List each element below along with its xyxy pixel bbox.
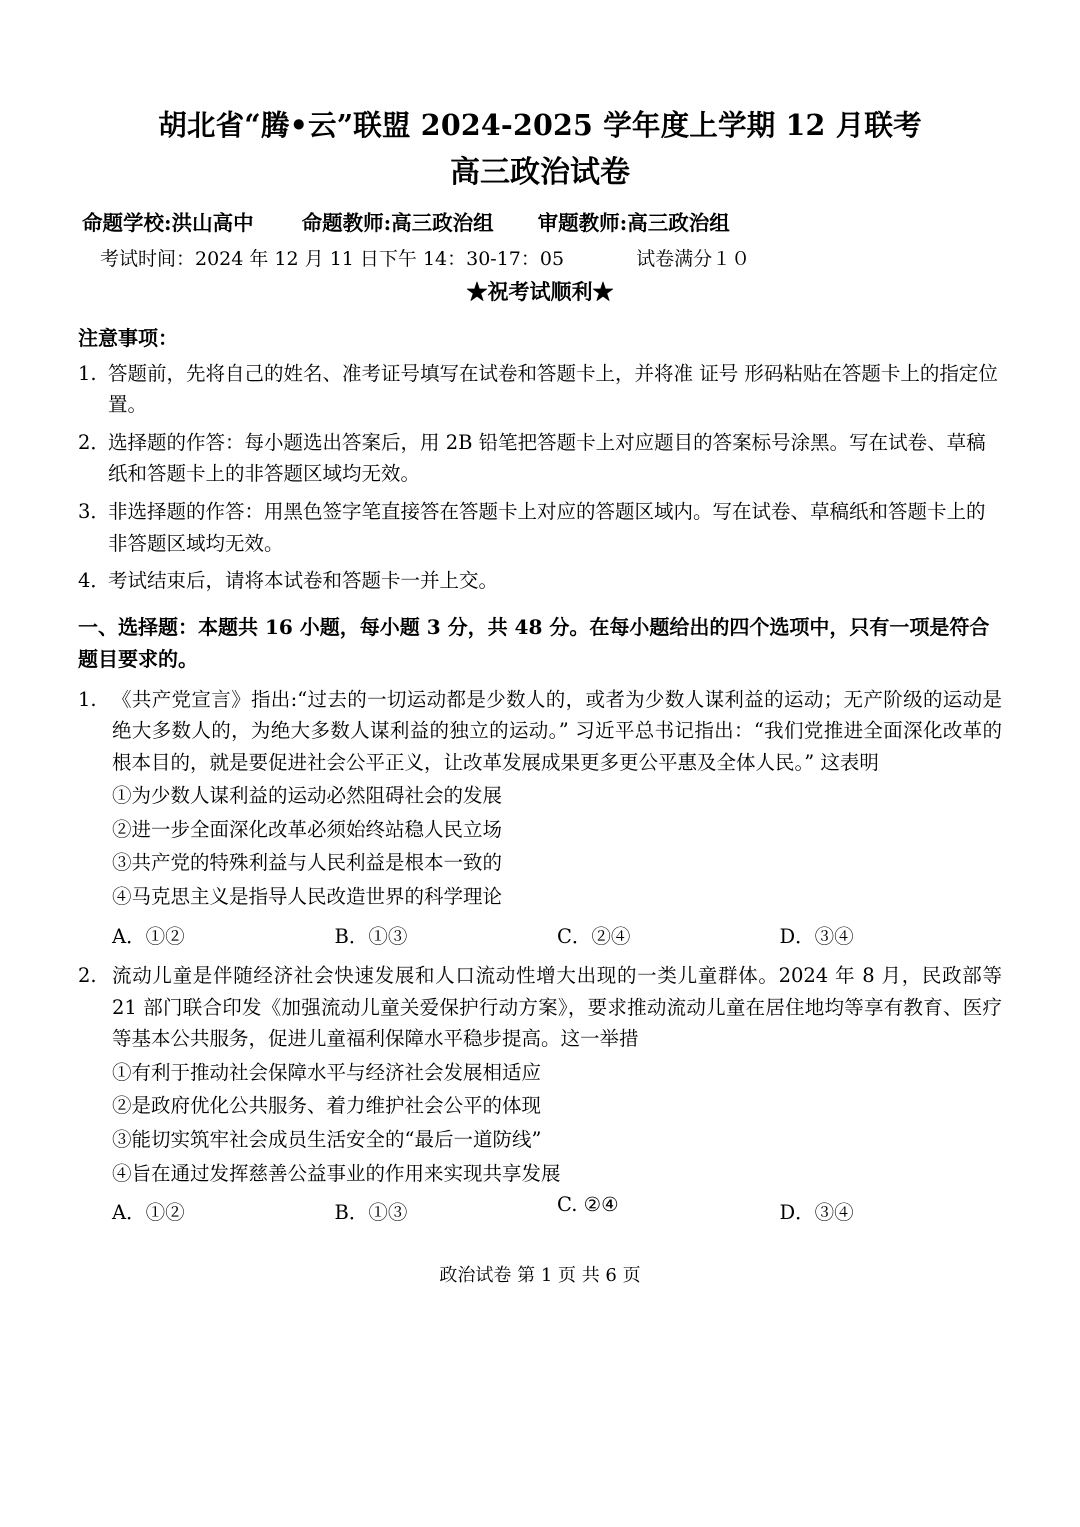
question-option: ③共产党的特殊利益与人民利益是根本一致的 xyxy=(112,851,503,875)
choice-a[interactable]: A．①② xyxy=(112,1201,185,1225)
setter-school: 命题学校:洪山高中 xyxy=(82,211,254,236)
question-number: 1. xyxy=(78,687,97,711)
choice-b[interactable]: B．①③ xyxy=(334,924,408,948)
notice-item-text: 答题前，先将自己的姓名、准考证号填写在试卷和答题卡上，并将准 证号 形码粘贴在答题卡上的指定位置。 xyxy=(108,361,998,417)
question-number: 2. xyxy=(78,964,97,988)
question-stem: 流动儿童是伴随经济社会快速发展和人口流动性增大出现的一类儿童群体。2024 年 8 月，民政部等 21 部门联合印发《加强流动儿童关爱保护行动方案》，要求推动流动儿童在居住地均等享有教育、医疗等基本公共服务，促进儿童福利保障水平稳步提高。这一举措 xyxy=(112,964,1002,1051)
question-option: ④马克思主义是指导人民改造世界的科学理论 xyxy=(112,885,503,908)
choice-c[interactable] xyxy=(557,1193,780,1229)
exam-time: 考试时间：2024 年 12 月 11 日下午 14：30-17：05 xyxy=(100,247,565,270)
question-option: ④旨在通过发挥慈善公益事业的作用来实现共享发展 xyxy=(112,1161,561,1185)
paper-credits xyxy=(78,209,1002,238)
question-body xyxy=(112,960,1002,1229)
question-option: ①为少数人谋利益的运动必然阻碍社会的发展 xyxy=(112,784,503,808)
choice-c-label: C. ②④ xyxy=(557,1193,619,1217)
notice-item-number: 4． xyxy=(78,569,110,593)
notice-item xyxy=(78,358,1002,421)
notice-item-text: 非选择题的作答：用黑色签字笔直接答在答题卡上对应的答题区域内。写在试卷、草稿纸和答题卡上的非答题区域均无效。 xyxy=(108,500,986,555)
choice-b[interactable]: B．①③ xyxy=(334,1201,408,1225)
question-stem: 《共产党宣言》指出:“过去的一切运动都是少数人的，或者为少数人谋利益的运动；无产阶级的运动是绝大多数人的，为绝大多数人谋利益的独立的运动。” 习近平总书记指出：“我们党推进全面深化改革的根本目的，就是要促进社会公平正义，让改革发展成果更多更公平惠及全体人民。” 这表明 xyxy=(112,687,1002,774)
choice-d[interactable]: D．③④ xyxy=(779,924,854,948)
notice-item-number: 1. xyxy=(78,361,97,385)
notice-item-text: 选择题的作答：每小题选出答案后，用 2B 铅笔把答题卡上对应题目的答案标号涂黑。写在试卷、草稿纸和答题卡上的非答题区域均无效。 xyxy=(108,430,986,486)
notice-item-text: 考试结束后，请将本试卷和答题卡一并上交。 xyxy=(108,569,499,593)
page-footer: 政治试卷 第 1 页 共 6 页 xyxy=(439,1264,641,1286)
notice-item xyxy=(78,565,1002,597)
setter-teacher: 命题教师:高三政治组 xyxy=(301,211,494,236)
notice-heading: 注意事项： xyxy=(78,325,178,350)
question-body xyxy=(112,684,1002,953)
page-subtitle: 高三政治试卷 xyxy=(450,154,630,190)
question-option: ②是政府优化公共服务、着力维护社会公平的体现 xyxy=(112,1094,542,1118)
section-heading: 一、选择题：本题共 16 小题，每小题 3 分，共 48 分。在每小题给出的四个选项中，只有一项是符合题目要求的。 xyxy=(78,614,990,672)
question-option: ②进一步全面深化改革必须始终站稳人民立场 xyxy=(112,817,503,841)
good-luck-banner: ★祝考试顺利★ xyxy=(466,279,614,305)
choice-c[interactable]: C．②④ xyxy=(557,924,631,948)
page-title: 胡北省“腾•云”联盟 2024-2025 学年度上学期 12 月联考 xyxy=(158,108,922,142)
notice-item xyxy=(78,427,1002,490)
exam-time-row xyxy=(78,246,1002,273)
question-item xyxy=(78,960,1002,1229)
notice-item-number: 3． xyxy=(78,500,110,524)
question-choices xyxy=(112,1193,1002,1229)
choice-d[interactable]: D．③④ xyxy=(779,1201,854,1225)
full-score: 试卷满分１０ xyxy=(636,247,751,270)
question-item xyxy=(78,684,1002,953)
notice-item-number: 2． xyxy=(78,430,110,454)
reviewer-teacher: 审题教师:高三政治组 xyxy=(537,211,730,236)
question-option: ③能切实筑牢社会成员生活安全的“最后一道防线” xyxy=(112,1128,542,1152)
question-option: ①有利于推动社会保障水平与经济社会发展相适应 xyxy=(112,1060,542,1084)
choice-a[interactable]: A．①② xyxy=(112,924,185,948)
question-choices xyxy=(112,921,1002,953)
notice-item xyxy=(78,496,1002,559)
